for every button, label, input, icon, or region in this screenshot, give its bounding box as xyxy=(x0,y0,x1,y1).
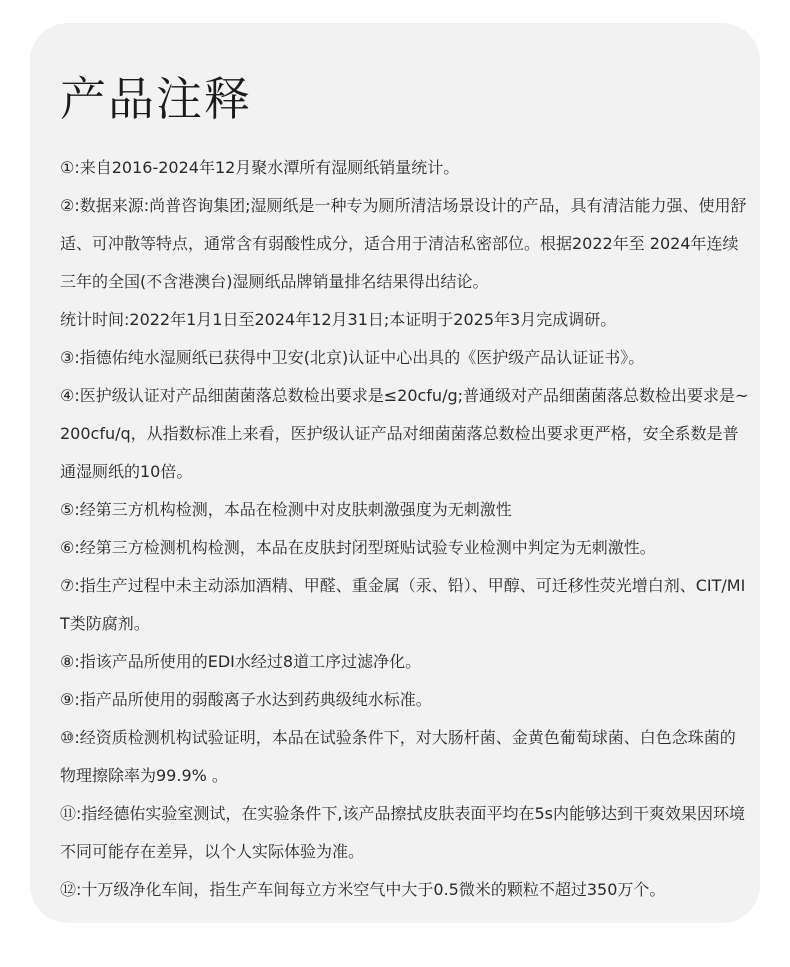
page-title: 产品注释 xyxy=(60,72,252,126)
note-2-statistics-time: 统计时间:2022年1月1日至2024年12月31日;本证明于2025年3月完成调研。 xyxy=(60,310,617,329)
note-6: ⑥:经第三方检测机构检测，本品在皮肤封闭型斑贴试验专业检测中判定为无刺激性。 xyxy=(60,538,656,557)
notes-list xyxy=(60,149,750,909)
note-11: ⑪:指经德佑实验室测试，在实验条件下,该产品擦拭皮肤表面平均在5s内能够达到干爽效果因环境不同可能存在差异，以个人实际体验为准。 xyxy=(60,804,745,861)
note-1: ①:来自2016-2024年12月聚水潭所有湿厕纸销量统计。 xyxy=(60,158,460,177)
note-3: ③:指德佑纯水湿厕纸已获得中卫安(北京)认证中心出具的《医护级产品认证证书》。 xyxy=(60,348,645,367)
note-8: ⑧:指该产品所使用的EDI水经过8道工序过滤净化。 xyxy=(60,652,422,671)
note-12: ⑫:十万级净化车间，指生产车间每立方米空气中大于0.5微米的颗粒不超过350万个。 xyxy=(60,880,666,899)
note-4: ④:医护级认证对产品细菌菌落总数检出要求是≤20cfu/g;普通级对产品细菌菌落总数检出要求是~200cfu/q，从指数标准上来看，医护级认证产品对细菌菌落总数检出要求更严格，安全系数是普通湿厕纸的10倍。 xyxy=(60,386,749,481)
note-5: ⑤:经第三方机构检测，本品在检测中对皮肤刺激强度为无刺激性 xyxy=(60,500,512,519)
note-10: ⑩:经资质检测机构试验证明，本品在试验条件下，对大肠杆菌、金黄色葡萄球菌、白色念珠菌的物理擦除率为99.9% 。 xyxy=(60,728,736,785)
note-2: ②:数据来源:尚普咨询集团;湿厕纸是一种专为厕所清洁场景设计的产品，具有清洁能力强、使用舒适、可冲散等特点，通常含有弱酸性成分，适合用于清洁私密部位。根据2022年至 2024年连续三年的全国(不含港澳台)湿厕纸品牌销量排名结果得出结论。 xyxy=(60,196,747,291)
note-9: ⑨:指产品所使用的弱酸离子水达到药典级纯水标准。 xyxy=(60,690,432,709)
product-notes-card xyxy=(30,23,760,923)
note-7: ⑦:指生产过程中未主动添加酒精、甲醛、重金属（汞、铅）、甲醇、可迁移性荧光增白剂、CIT/MIT类防腐剂。 xyxy=(60,576,746,633)
